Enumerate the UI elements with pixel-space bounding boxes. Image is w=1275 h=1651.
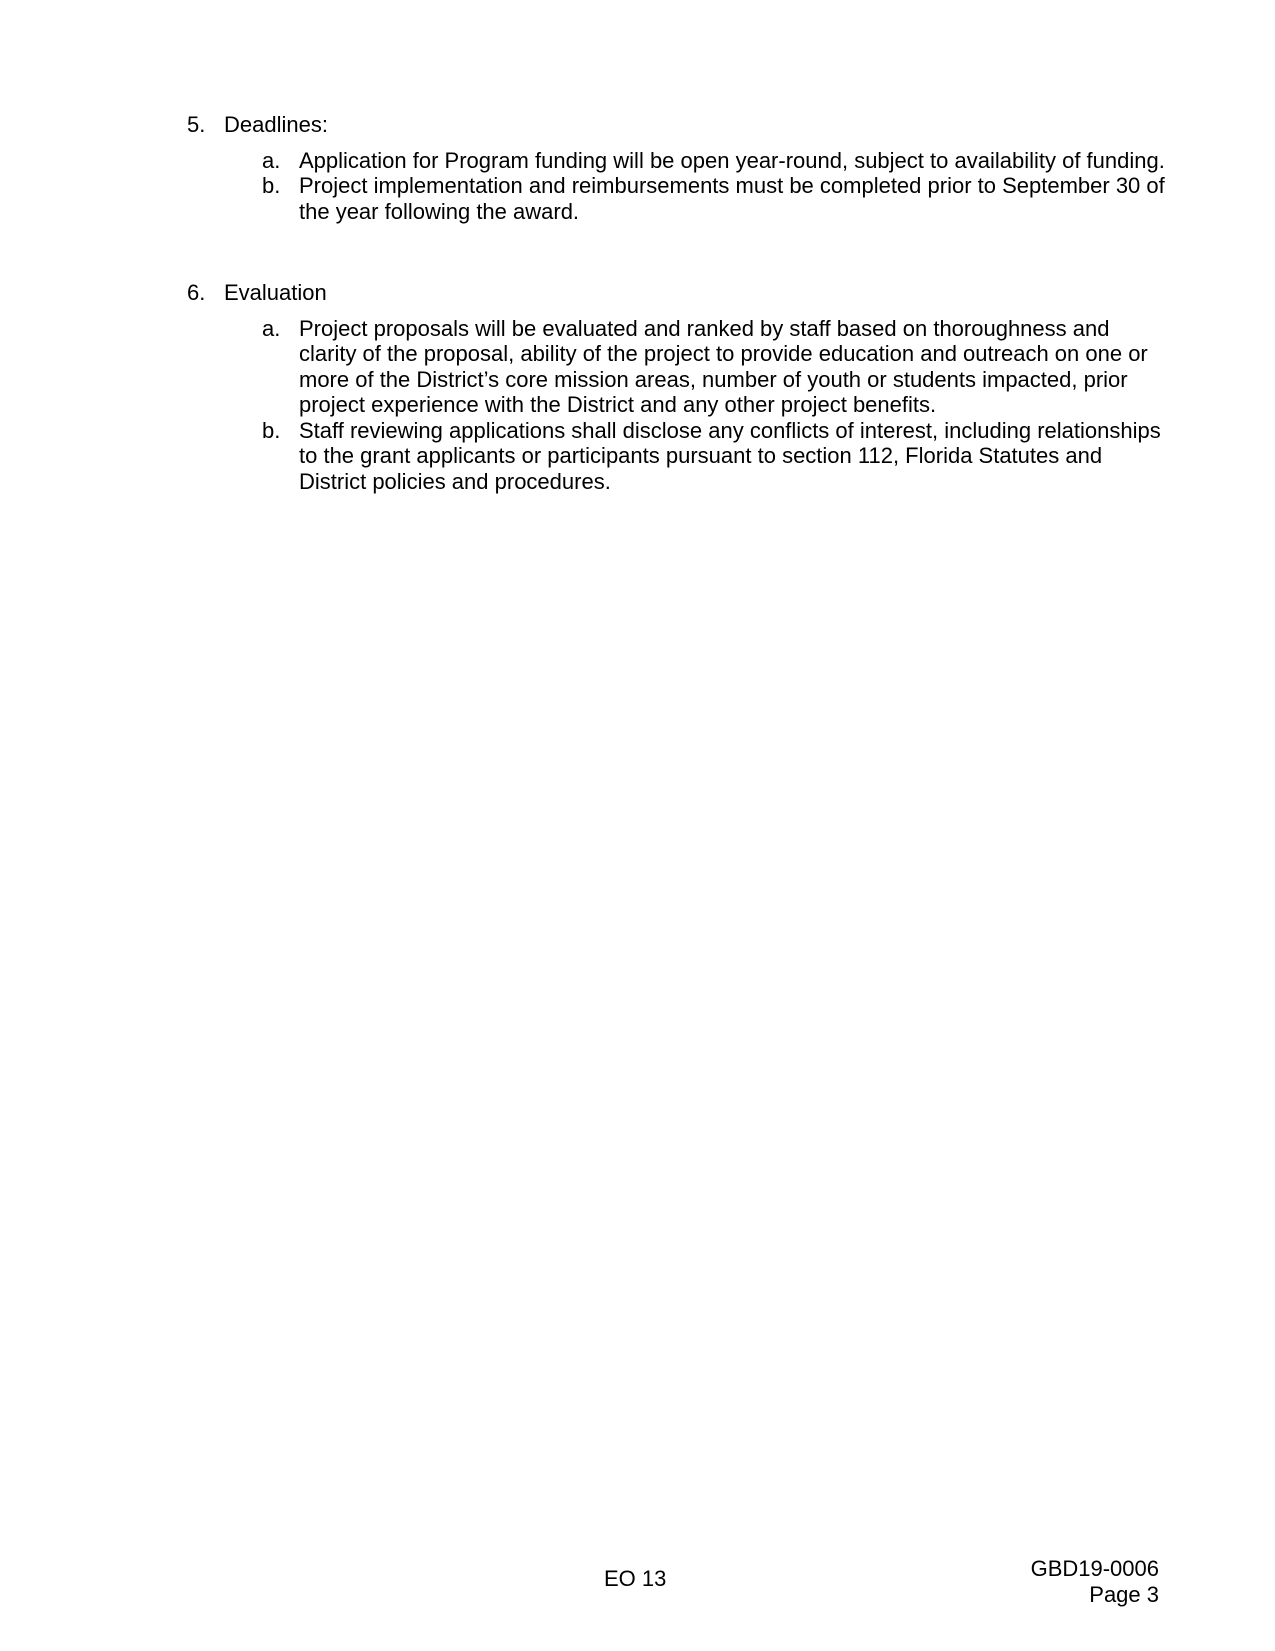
section-title: Evaluation: [224, 280, 327, 305]
section-title: Deadlines:: [224, 112, 328, 137]
section-number: 6.: [187, 280, 206, 305]
section-heading: [187, 280, 1167, 306]
footer-code: EO 13: [604, 1566, 667, 1591]
item-letter: a.: [262, 147, 281, 173]
item-letter: a.: [262, 315, 281, 341]
section-heading: [187, 112, 1167, 138]
footer-doc-info: [1031, 1556, 1159, 1607]
footer-doc-id: GBD19-0006: [1030, 1556, 1159, 1581]
section-deadlines: [187, 112, 1167, 224]
section-number: 5.: [187, 112, 206, 137]
list-item: [262, 148, 1167, 174]
list-item: [262, 316, 1167, 418]
footer-page-number: Page 3: [1089, 1581, 1159, 1607]
item-text: Project implementation and reimbursements must be completed prior to September 30 of the year following the award.: [299, 173, 1165, 224]
item-text: Application for Program funding will be open year-round, subject to availability of funding.: [299, 147, 1165, 173]
sub-item-list: [262, 148, 1167, 225]
list-item: [262, 173, 1167, 224]
item-letter: b.: [262, 173, 281, 198]
item-text: Staff reviewing applications shall disclose any conflicts of interest, including relationships to the grant applicants or participants pursuant to section 112, Florida Statutes and District policies and procedures.: [299, 417, 1161, 494]
section-evaluation: [187, 280, 1167, 494]
item-letter: b.: [262, 417, 281, 443]
item-text: Project proposals will be evaluated and ranked by staff based on thoroughness and clarity of the proposal, ability of the project to provide education and outreach on one or more of the District’s core mission areas, number of youth or students impacted, prior project experience with the District and any other project benefits.: [299, 315, 1148, 417]
sub-item-list: [262, 316, 1167, 495]
list-item: [262, 418, 1167, 495]
